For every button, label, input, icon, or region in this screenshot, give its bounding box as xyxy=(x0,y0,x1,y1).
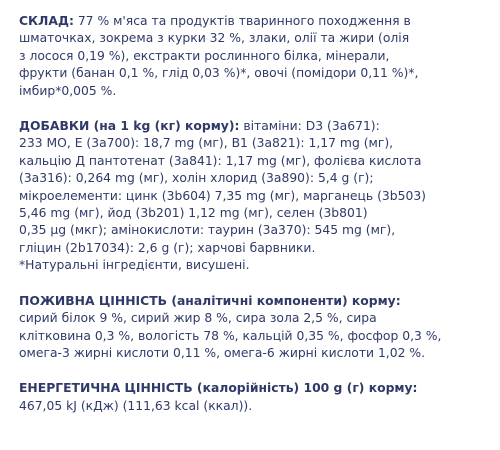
composition-line-4: фрукти (банан 0,1 %, глід 0,03 %)*, овочі (помідори 0,11 %)*, xyxy=(19,66,419,81)
additives-line-1 xyxy=(19,118,486,135)
additives-line-4: (3a316): 0,264 mg (мг), холін хлорид (3a890): 5,4 g (г); xyxy=(19,171,374,186)
nutrition-line-2: клітковина 0,3 %, вологість 78 %, кальцій 0,35 %, фосфор 0,3 %, xyxy=(19,328,442,343)
energy-section xyxy=(19,380,486,415)
energy-line-1: 467,05 kJ (кДж) (111,63 kcal (ккал)). xyxy=(19,398,253,413)
composition-line-5: імбир*0,005 %. xyxy=(19,83,117,98)
additives-text: вітаміни: D3 (3a671): xyxy=(239,119,380,134)
additives-footnote: *Натуральні інгредієнти, висушені. xyxy=(19,258,250,273)
nutrition-line-3: омега-3 жирні кислоти 0,11 %, омега-6 жирні кислоти 1,02 %. xyxy=(19,345,426,360)
composition-line-2: шматочках, зокрема з курки 32 %, злаки, олії та жири (олія xyxy=(19,31,410,46)
energy-heading: ЕНЕРГЕТИЧНА ЦІННІСТЬ (калорійність) 100 g (г) корму: xyxy=(19,381,418,396)
nutrition-section xyxy=(19,293,486,363)
nutrition-line-1: сирий білок 9 %, сирий жир 8 %, сира зола 2,5 %, сира xyxy=(19,311,377,326)
additives-section xyxy=(19,118,486,275)
additives-heading: ДОБАВКИ (на 1 kg (кг) корму): xyxy=(19,119,240,134)
composition-section xyxy=(19,13,486,100)
composition-line-1 xyxy=(19,13,486,30)
additives-line-2: 233 МО, Е (3a700): 18,7 mg (мг), B1 (3a821): 1,17 mg (мг), xyxy=(19,136,394,151)
composition-line-3: з лосося 0,19 %), екстракти рослинного білка, мінерали, xyxy=(19,48,390,63)
additives-line-7: 0,35 µg (мкг); амінокислоти: таурин (3a370): 545 mg (мг), xyxy=(19,223,396,238)
composition-heading: СКЛАД: xyxy=(19,14,74,28)
additives-line-3: кальцію Д пантотенат (3a841): 1,17 mg (мг), фолієва кислота xyxy=(19,153,422,168)
nutrition-heading: ПОЖИВНА ЦІННІСТЬ (аналітичні компоненти) корму: xyxy=(19,293,401,308)
composition-text: 77 % м'яса та продуктів тваринного походження в xyxy=(73,14,411,28)
additives-line-5: мікроелементи: цинк (3b604) 7,35 mg (мг), марганець (3b503) xyxy=(19,188,426,203)
additives-line-6: 5,46 mg (мг), йод (3b201) 1,12 mg (мг), селен (3b801) xyxy=(19,206,368,221)
additives-line-8: гліцин (2b17034): 2,6 g (г); харчові барвники. xyxy=(19,240,316,255)
